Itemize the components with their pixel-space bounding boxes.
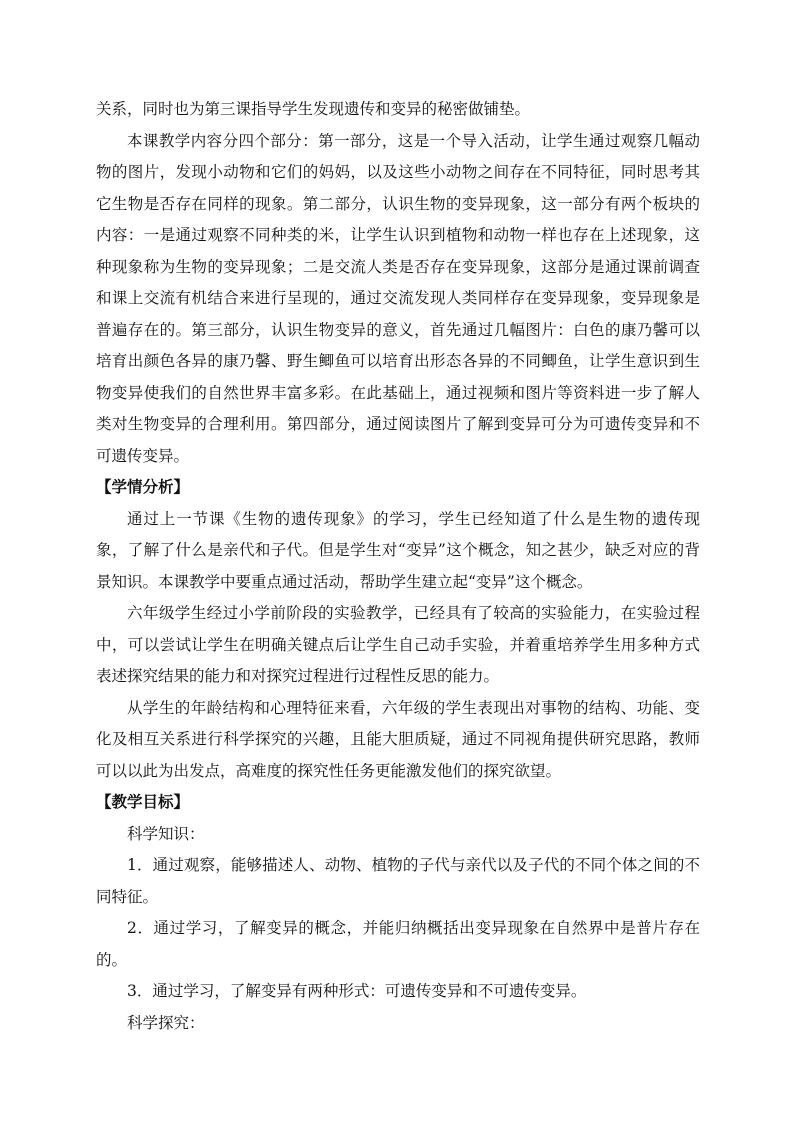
goal-item-2: 2．通过学习，了解变异的概念，并能归纳概括出变异现象在自然界中是普片存在的。	[96, 919, 700, 969]
subheading-science-knowledge: 科学知识：	[127, 824, 205, 843]
goal-item-1: 1．通过观察，能够描述人、动物、植物的子代与亲代以及子代的不同个体之间的不同特征。	[96, 856, 700, 906]
subheading-science-inquiry: 科学探究：	[127, 1013, 205, 1032]
document-body	[96, 94, 700, 1039]
section-heading-student-analysis: 【学情分析】	[96, 478, 190, 496]
section-heading-teaching-goals: 【教学目标】	[96, 793, 190, 811]
paragraph-student-analysis-2: 六年级学生经过小学前阶段的实验教学，已经具有了较高的实验能力，在实验过程中，可以尝试让学生在明确关键点后让学生自己动手实验，并着重培养学生用多种方式表述探究结果的能力和对探究过程进行过程性反思的能力。	[96, 604, 700, 685]
paragraph-student-analysis-1: 通过上一节课《生物的遗传现象》的学习，学生已经知道了什么是生物的遗传现象，了解了什么是亲代和子代。但是学生对“变异”这个概念，知之甚少，缺乏对应的背景知识。本课教学中要重点通过活动，帮助学生建立起“变异”这个概念。	[96, 509, 700, 591]
paragraph-content-overview: 本课教学内容分四个部分：第一部分，这是一个导入活动，让学生通过观察几幅动物的图片，发现小动物和它们的妈妈，以及这些小动物之间存在不同特征，同时思考其它生物是否存在同样的现象。第二部分，认识生物的变异现象，这一部分有两个板块的内容：一是通过观察不同种类的米，让学生认识到植物和动物一样也存在上述现象，这种现象称为生物的变异现象；二是交流人类是否存在变异现象，这部分是通过课前调查和课上交流有机结合来进行呈现的，通过交流发现人类同样存在变异现象，变异现象是普遍存在的。第三部分，认识生物变异的意义，首先通过几幅图片：白色的康乃馨可以培育出颜色各异的康乃馨、野生鲫鱼可以培育出形态各异的不同鲫鱼，让学生意识到生物变异使我们的自然世界丰富多彩。在此基础上，通过视频和图片等资料进一步了解人类对生物变异的合理利用。第四部分，通过阅读图片了解到变异可分为可遗传变异和不可遗传变异。	[96, 131, 700, 465]
paragraph-student-analysis-3: 从学生的年龄结构和心理特征来看，六年级的学生表现出对事物的结构、功能、变化及相互关系进行科学探究的兴趣，且能大胆质疑，通过不同视角提供研究思路，教师可以以此为出发点，高难度的探究性任务更能激发他们的探究欲望。	[96, 698, 700, 780]
paragraph-intro-continuation: 关系，同时也为第三课指导学生发现遗传和变异的秘密做铺垫。	[96, 100, 531, 118]
goal-item-3: 3．通过学习，了解变异有两种形式：可遗传变异和不可遗传变异。	[127, 982, 587, 1000]
